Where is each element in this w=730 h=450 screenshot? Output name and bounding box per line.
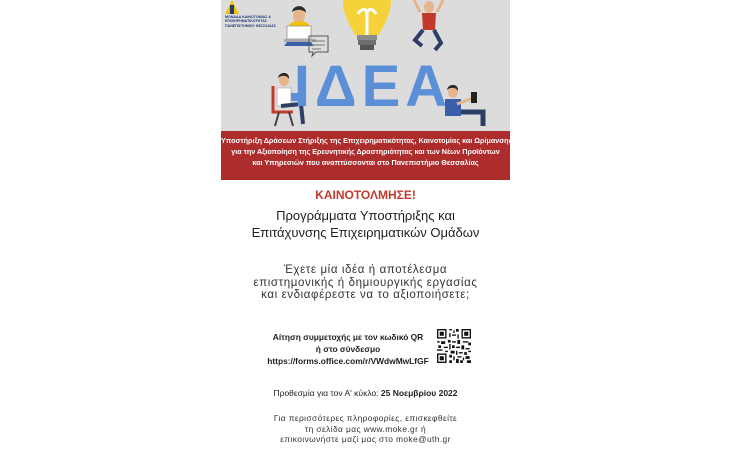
- qr-code-icon[interactable]: [437, 329, 471, 363]
- deadline-date: 25 Νοεμβρίου 2022: [380, 388, 458, 398]
- call-heading: ΚΑΙΝΟΤΟΛΜΗΣΕ!: [315, 188, 416, 202]
- application-info: [243, 331, 453, 367]
- hero-illustration: [221, 0, 510, 131]
- deadline-text: [221, 388, 510, 398]
- contact-line: επικοινωνήστε μαζί μας στο moke@uth.gr: [280, 434, 451, 444]
- person-jumping-icon: [414, 0, 443, 50]
- apply-line: Αίτηση συμμετοχής με τον κωδικό QR: [272, 332, 424, 342]
- poster: [221, 0, 513, 450]
- contact-info: [221, 413, 510, 445]
- banner-line: Υποστήριξη Δράσεων Στήριξης της Επιχειρηματικότητας, Καινοτομίας και Ωρίμανσης: [221, 136, 513, 145]
- programs-title: [221, 207, 510, 241]
- question-line: και ενδιαφέρεστε να το αξιοποιήσετε;: [261, 289, 470, 301]
- question-line: επιστημονικής ή δημιουργικής εργασίας: [253, 276, 478, 289]
- question-line: Έχετε μία ιδέα ή αποτέλεσμα: [283, 264, 448, 276]
- application-link[interactable]: https://forms.office.com/r/VWdwMwLfGF: [267, 356, 429, 366]
- banner-line: και Υπηρεσιών που αναπτύσσονται στο Πανεπιστήμιο Θεσσαλίας: [252, 158, 479, 167]
- light-bulb-icon: [343, 0, 391, 50]
- program-banner: [221, 131, 513, 180]
- idea-title: ΙΔΕΑ: [293, 54, 453, 119]
- apply-line: ή στο σύνδεσμο: [315, 344, 381, 354]
- programs-line: Προγράμματα Υποστήριξης και: [276, 208, 455, 223]
- logo-text: ΜΟΝΑΔΑ ΚΑΙΝΟΤΟΜΙΑΣ & ΕΠΙΧΕΙΡΗΜΑΤΙΚΟΤΗΤΑΣ ΠΑΝΕΠΙΣΤΗΜΙΟΥ ΘΕΣΣΑΛΙΑΣ: [225, 15, 277, 28]
- deadline-label: Προθεσμία για τον Α' κύκλο:: [273, 388, 379, 398]
- contact-line: τη σελίδα μας www.moke.gr ή: [304, 423, 427, 434]
- idea-question: [221, 264, 510, 302]
- contact-line: Για περισσότερες πληροφορίες, επισκεφθείτε: [273, 413, 458, 423]
- person-laptop-icon: [284, 6, 316, 46]
- banner-line: για την Αξιοποίηση της Ερευνητικής Δραστηριότητας και των Νέων Προϊόντων: [231, 147, 500, 156]
- programs-line: Επιτάχυνσης Επιχειρηματικών Ομάδων: [251, 225, 480, 240]
